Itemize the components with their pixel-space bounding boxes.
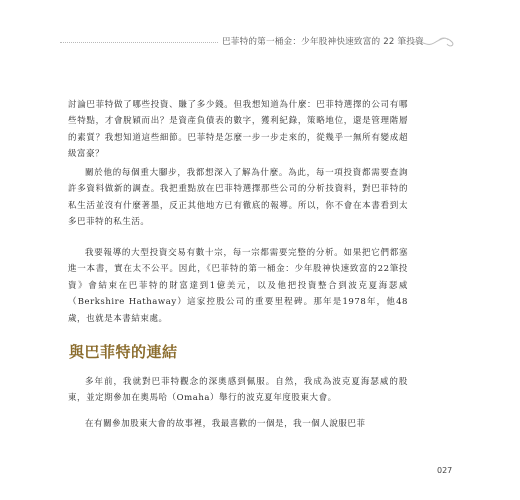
section-heading: 與巴菲特的連結	[69, 343, 178, 361]
paragraph: 多年前，我就對巴菲特觀念的深奧感到佩服。自然，我成為波克夏海瑟威的股東，並定期參加在奧馬哈（Omaha）舉行的波克夏年度股東大會。	[68, 377, 408, 404]
paragraph: 在有關參加股東大會的故事裡，我最喜歡的一個是，我一個人說服巴菲	[85, 419, 366, 429]
paragraph: 討論巴菲特做了哪些投資、賺了多少錢。但我想知道為什麼：巴菲特選擇的公司有哪些特點，才會脫穎而出？是資產負債表的數字，獲利紀錄，策略地位，還是管理階層的素質？我想知道這些細節。巴菲特是怎麼一步一步走來的，從幾乎一無所有變成超級富豪？	[68, 100, 408, 160]
header-dotted-rule	[60, 42, 218, 43]
paragraph: 關於他的每個重大腳步，我都想深入了解為什麼。為此，每一項投資都需要查詢許多資料做新的調查。我把重點放在巴菲特選擇那些公司的分析技資料，對巴菲特的私生活並沒有什麼著墨，反正其他地方已有徹底的報導。所以，你不會在本書看到太多巴菲特的私生活。	[68, 168, 408, 228]
paragraph: 我要報導的大型投資交易有數十宗，每一宗都需要完整的分析。如果把它們都塞進一本書，實在太不公平。因此，《巴菲特的第一桶金：少年股神快速致富的22筆投資》會結束在巴菲特的財富達到1億美元，以及他把投資整合到波克夏海瑟威（Berkshire Hathaway）這家控股公司的重要里程碑。那年是1978年，他48歲，也就是本書結束處。	[68, 248, 408, 324]
ornament-flourish-icon	[412, 34, 458, 50]
page-number: 027	[437, 466, 453, 475]
running-header	[60, 34, 455, 50]
running-title: 巴菲特的第一桶金：少年股神快速致富的 22 筆投資	[222, 37, 424, 47]
